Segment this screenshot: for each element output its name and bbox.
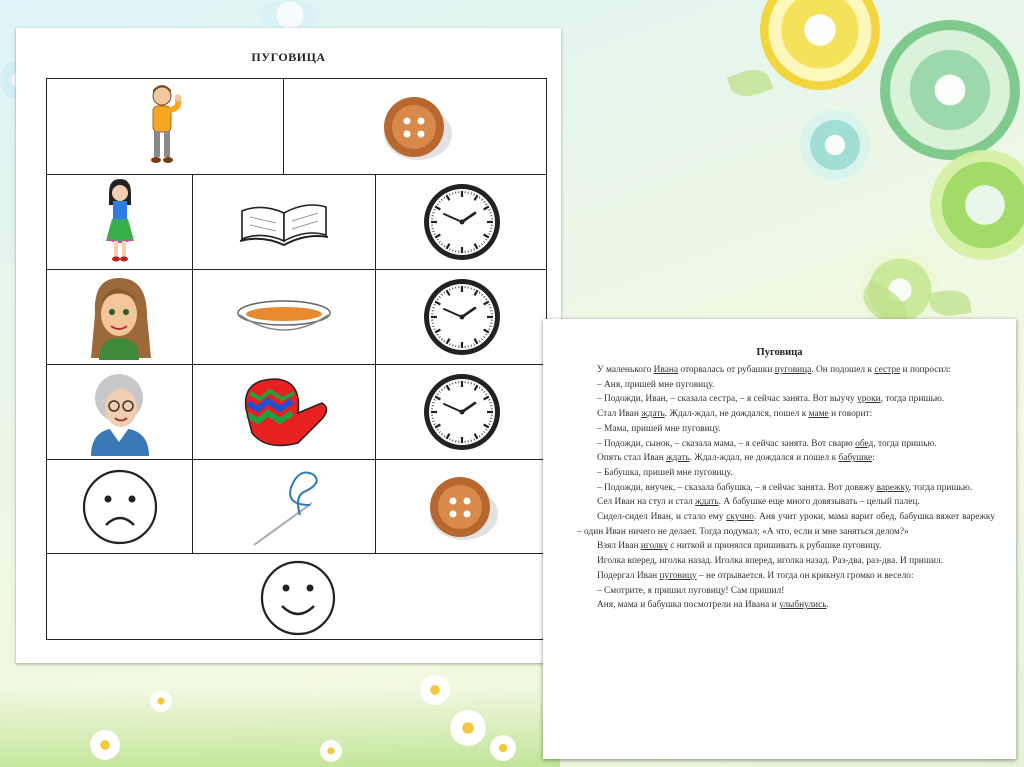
text-run: – не отрывается. И тогда он крикнул громко и весело:: [696, 570, 914, 581]
picture-grid: [46, 78, 547, 640]
text-run: и попросил:: [900, 365, 951, 375]
grid-cell: [47, 365, 193, 459]
story-paragraph: [577, 554, 995, 569]
grid-cell: [193, 175, 376, 269]
keyword: маме: [808, 409, 829, 420]
soup-bowl-icon: [234, 297, 334, 337]
flower-icon: [490, 735, 516, 761]
grid-row: [47, 365, 546, 460]
grid-cell: [193, 365, 376, 459]
text-run: Сел Иван на стул и стал: [597, 497, 696, 508]
story-paragraph: [577, 466, 995, 481]
grid-row: [47, 554, 546, 641]
story-paragraph: [577, 539, 995, 554]
grid-cell: [193, 460, 376, 553]
story-paragraph: [577, 495, 995, 510]
text-run: – Бабушка, пришей мне пуговицу.: [597, 467, 733, 478]
grid-row: [47, 460, 546, 554]
text-run: – Аня, пришей мне пуговицу.: [597, 379, 715, 390]
grid-cell: [193, 270, 376, 364]
story-text: [577, 363, 995, 613]
text-run: Аня, мама и бабушка посмотрели на Ивана и: [597, 600, 780, 611]
keyword: пуговицу: [659, 570, 697, 581]
text-run: , тогда пришью.: [908, 482, 973, 493]
needle-thread-icon: [234, 465, 334, 549]
mother-icon: [85, 274, 155, 360]
grid-row: [47, 175, 546, 270]
text-run: – Мама, пришей мне пуговицу.: [597, 423, 721, 434]
keyword: сестре: [874, 365, 901, 375]
smiley-face-icon: [258, 558, 338, 638]
keyword: Ивана: [653, 365, 679, 375]
story-paragraph: [577, 569, 995, 584]
decor-circle: [260, 0, 320, 30]
text-run: Опять стал Иван: [597, 453, 667, 464]
text-run: .: [826, 600, 829, 611]
girl-icon: [100, 179, 140, 265]
text-run: У маленького: [597, 365, 654, 375]
text-run: Взял Иван: [597, 541, 641, 552]
flower-icon: [150, 690, 172, 712]
story-paragraph: [577, 378, 995, 393]
grid-cell: [47, 460, 193, 553]
keyword: бабушке: [838, 453, 873, 464]
button-icon: [376, 92, 456, 162]
decor-circle: [800, 110, 870, 180]
story-paragraph: [577, 437, 995, 452]
grid-cell: [376, 270, 548, 364]
grid-cell: [376, 365, 548, 459]
keyword: иголку: [640, 541, 668, 552]
clock-icon: [421, 181, 503, 263]
story-paragraph: [577, 481, 995, 496]
story-paragraph: [577, 510, 995, 539]
flower-icon: [90, 730, 120, 760]
grid-cell: [47, 270, 193, 364]
story-paragraph: [577, 407, 995, 422]
text-run: , тогда пришью.: [873, 438, 937, 449]
keyword: варежку: [876, 482, 909, 493]
leaf-icon: [928, 287, 972, 320]
grid-row: [47, 270, 546, 365]
text-run: – Смотрите, я пришил пуговицу! Сам пришил!: [597, 585, 785, 596]
story-paragraph: [577, 598, 995, 613]
decor-circle: [760, 0, 880, 90]
text-run: Сидел-сидел Иван, и стало ему: [597, 512, 727, 523]
text-run: . Ждал-ждал, не дождался, пошел к: [664, 409, 809, 420]
clock-icon: [421, 276, 503, 358]
keyword: ждать: [695, 497, 719, 508]
keyword: ждать: [641, 409, 665, 420]
text-run: – Подожди, Иван, – сказала сестра, – я сейчас занята. Вот выучу: [597, 394, 858, 405]
text-run: , тогда пришью.: [880, 394, 945, 405]
text-run: :: [872, 453, 875, 464]
story-paragraph: [577, 392, 995, 407]
text-run: с ниткой и принялся пришивать к рубашке пуговицу.: [667, 541, 882, 552]
story-paragraph: [577, 451, 995, 466]
text-run: . Аня учит уроки, мама варит обед, бабушка вяжет варежку – один Иван ничего не делает. Тогда подумал: «А что, если и мне заняться делом?»: [577, 512, 995, 537]
keyword: обед: [855, 438, 874, 449]
worksheet-title: ПУГОВИЦА: [251, 50, 326, 64]
grid-cell: [47, 79, 284, 174]
grandmother-icon: [85, 368, 155, 456]
text-run: . Он подошел к: [811, 365, 875, 375]
grid-cell: [47, 554, 548, 641]
text-run: – Подожди, внучек, – сказала бабушка, – я сейчас занята. Вот довяжу: [597, 482, 877, 493]
decor-circle: [930, 150, 1024, 260]
story-title: Пуговица: [756, 347, 803, 358]
keyword: уроки: [857, 394, 881, 405]
button-icon: [422, 472, 502, 542]
grid-cell: [376, 460, 548, 553]
story-paragraph: [577, 363, 995, 378]
text-run: и говорит:: [828, 409, 873, 420]
grid-cell: [47, 175, 193, 269]
leaf-icon: [727, 64, 773, 102]
flower-icon: [420, 675, 450, 705]
grid-cell: [376, 175, 548, 269]
text-run: оторвалась от рубашки: [678, 365, 775, 375]
text-run: – Подожди, сынок, – сказала мама, – я сейчас занята. Вот сварю: [597, 438, 856, 449]
sad-face-icon: [80, 467, 160, 547]
boy-icon: [140, 82, 190, 172]
mitten-icon: [236, 373, 332, 451]
grid-row: [47, 79, 546, 175]
flower-icon: [450, 710, 486, 746]
text-run: . Ждал-ждал, не дождался и пошел к: [689, 453, 839, 464]
keyword: улыбнулись: [779, 600, 827, 611]
keyword: ждать: [666, 453, 690, 464]
story-paragraph: [577, 584, 995, 599]
decor-circle: [880, 20, 1020, 160]
keyword: пуговица: [774, 365, 812, 375]
story-paragraph: [577, 422, 995, 437]
book-icon: [236, 197, 332, 247]
flower-icon: [320, 740, 342, 762]
text-run: . А бабушке еще много довязывать – целый палец.: [718, 497, 920, 508]
grid-cell: [284, 79, 548, 174]
worksheet-page: [16, 28, 561, 663]
text-run: Стал Иван: [597, 409, 642, 420]
clock-icon: [421, 371, 503, 453]
text-run: Подергал Иван: [597, 570, 660, 581]
keyword: скучно: [726, 512, 754, 523]
story-page: [543, 319, 1016, 759]
text-run: Иголка вперед, иголка назад. Иголка вперед, иголка назад. Раз-два, раз-два. И пришил.: [597, 556, 944, 567]
